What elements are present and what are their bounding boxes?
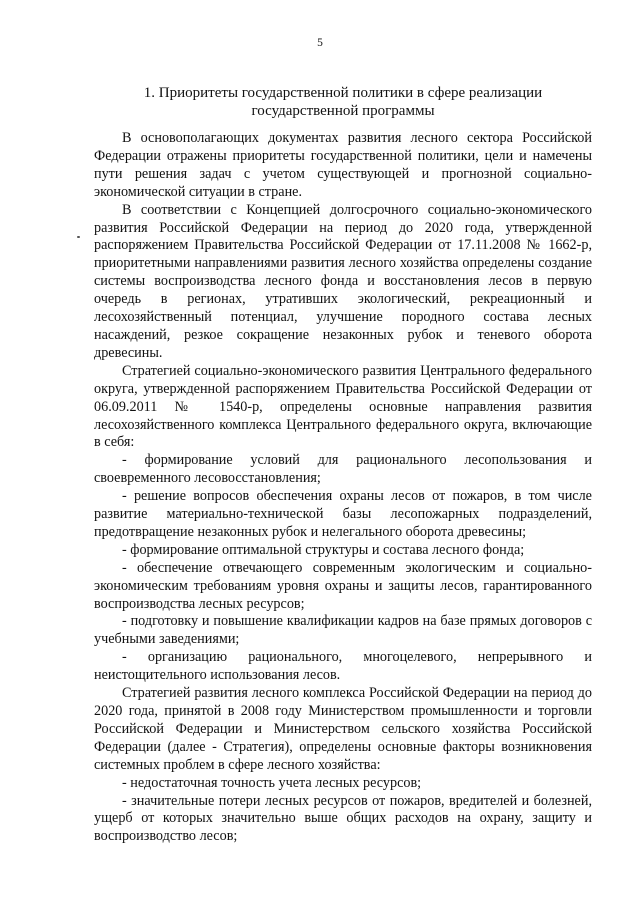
paragraph-central-district-strategy: Стратегией социально-экономического развития Центрального федерального округа, утвержденной распоряжением Правительства Российской Федерации от 06.09.2011 № 1540-р, определены основные направления развития лесохозяйственного комплекса Центрального федерального округа, включающие в себя:: [94, 362, 592, 451]
body-text: [94, 130, 592, 846]
list-item: - значительные потери лесных ресурсов от пожаров, вредителей и болезней, ущерб от которых значительно выше общих расходов на охрану, защиту и воспроизводство лесов;: [94, 792, 592, 845]
paragraph-forest-complex-strategy: Стратегией развития лесного комплекса Российской Федерации на период до 2020 года, принятой в 2008 году Министерством промышленности и торговли Российской Федерации и Министерством сельского хозяйства Российской Федерации (далее - Стратегия), определены основные факторы возникновения системных проблем в сфере лесного хозяйства:: [94, 685, 592, 773]
list-item: - недостаточная точность учета лесных ресурсов;: [122, 774, 422, 791]
section-heading-line-2: государственной программы: [251, 103, 435, 119]
list-item: - формирование оптимальной структуры и состава лесного фонда;: [122, 541, 525, 558]
section-heading: [94, 84, 592, 120]
list-item: - решение вопросов обеспечения охраны лесов от пожаров, в том числе развитие материально-технической базы лесопожарных подразделений, предотвращение незаконных рубок и нелегального оборота древесины;: [94, 488, 592, 540]
list-item: - формирование условий для рационального лесопользования и своевременного лесовосстановления;: [94, 452, 592, 487]
paragraph-concept-2020: В соответствии с Концепцией долгосрочного социально-экономического развития Российской Федерации на период до 2020 года, утвержденной распоряжением Правительства Российской Федерации от 17.11.2008 № 1662-р, приоритетными направлениями развития лесного хозяйства определены создание системы воспроизводства лесного фонда и восстановления лесов в первую очередь в регионах, утративших экологический, рекреационный и лесохозяйственный потенциал, улучшение породного состава лесных насаждений, резкое сокращение незаконных рубок и теневого оборота древесины.: [94, 201, 592, 361]
section-heading-line-1: 1. Приоритеты государственной политики в сфере реализации: [143, 85, 543, 101]
list-item: - обеспечение отвечающего современным экологическим и социально-экономическим требованиям уровня охраны и защиты лесов, гарантированного воспроизводства лесных ресурсов;: [94, 559, 592, 612]
page-number: 5: [317, 37, 323, 49]
paragraph-intro: В основополагающих документах развития лесного сектора Российской Федерации отражены приоритеты государственной политики, цели и намечены пути решения задач с учетом существующей и прогнозной социально-экономической ситуации в стране.: [94, 130, 592, 200]
list-item: - организацию рационального, многоцелевого, непрерывного и неистощительного использования лесов.: [94, 649, 592, 684]
list-item: - подготовку и повышение квалификации кадров на базе прямых договоров с учебными заведениями;: [94, 613, 592, 648]
scan-mark: [77, 236, 80, 238]
